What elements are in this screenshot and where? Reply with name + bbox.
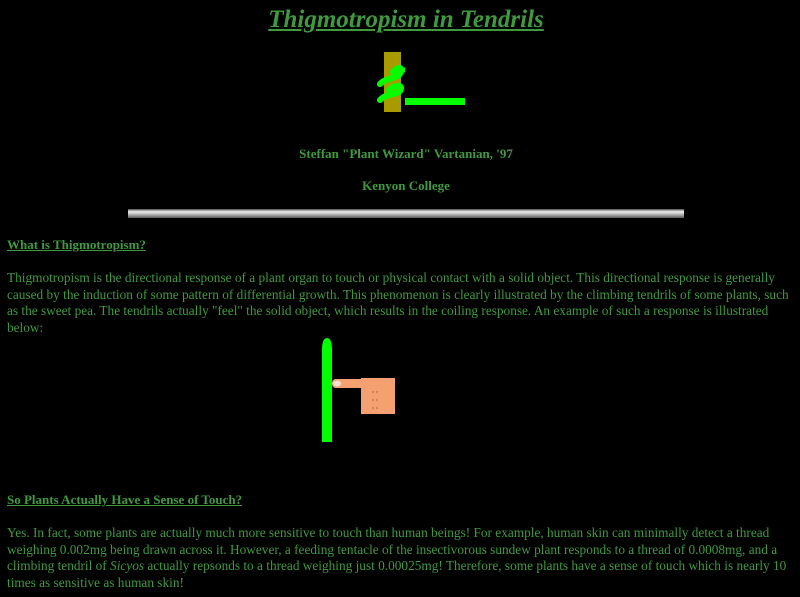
section-paragraph-sensitivity xyxy=(7,525,797,591)
sensitivity-text-b: actually repsonds to a thread weighing just 0.00025mg! Therefore, some plants have a sense of touch which is nearly 10 times as sensitive as human skin! xyxy=(7,558,787,590)
page-title: Thigmotropism in Tendrils xyxy=(268,6,544,33)
section-heading-sense-of-touch: So Plants Actually Have a Sense of Touch? xyxy=(7,492,243,507)
tendril-touch-illustration xyxy=(318,336,400,446)
tendril-logo-image xyxy=(375,50,470,114)
section-heading-what-is: What is Thigmotropism? xyxy=(7,237,146,252)
sensitivity-text-a: Yes. In fact, some plants are actually much more sensitive to touch than human beings! For example, human skin can minimally detect a thread weighing 0.002mg being drawn across it. However, a feeding tentacle of the insectivorous sundew plant responds to a thread of 0.0008mg, and a climbing tendril of xyxy=(7,525,778,573)
section-paragraph-definition: Thigmotropism is the directional response of a plant organ to touch or physical contact with a solid object. This directional response is generally caused by the induction of some pattern of differential growth. This phenomenon is clearly illustrated by the climbing tendrils of some plants, such as the sweet pea. The tendrils actually "feel" the solid object, which results in the coiling response. An example of such a response is illustrated below: xyxy=(7,270,789,335)
species-name: Sicyos xyxy=(110,558,145,573)
college-name: Kenyon College xyxy=(362,178,450,193)
horizontal-divider xyxy=(128,209,684,218)
author-byline: Steffan "Plant Wizard" Vartanian, '97 xyxy=(299,146,513,161)
